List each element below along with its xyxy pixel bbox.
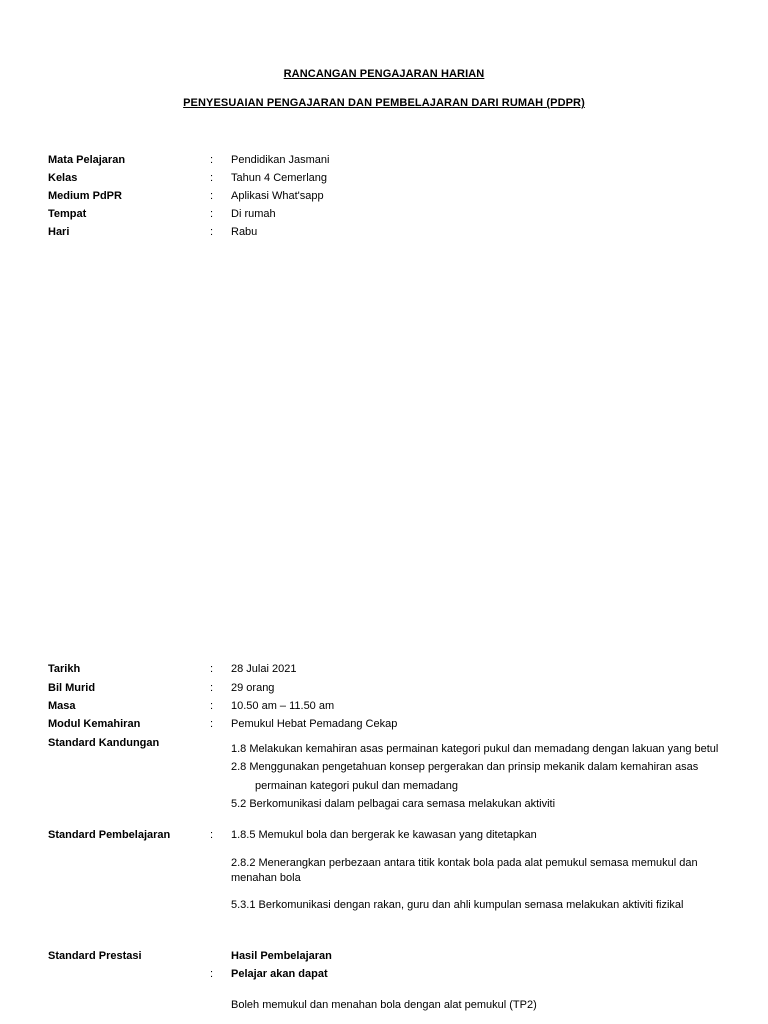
hasil-pembelajaran-heading: Hasil Pembelajaran — [231, 950, 332, 962]
pembelajaran-item: 1.8.5 Memukul bola dan bergerak ke kawasan yang ditetapkan — [231, 829, 537, 841]
kandungan-item: 2.8 Menggunakan pengetahuan konsep pergerakan dan prinsip mekanik dalam kemahiran asas — [231, 761, 699, 773]
label-mata-pelajaran: Mata Pelajaran — [48, 154, 126, 166]
value-masa: 10.50 am – 11.50 am — [231, 700, 335, 712]
separator: : — [210, 172, 214, 184]
kandungan-item: 5.2 Berkomunikasi dalam pelbagai cara semasa melakukan aktiviti — [231, 798, 556, 810]
kandungan-item: 1.8 Melakukan kemahiran asas permainan kategori pukul dan memadang dengan lakuan yang betul — [231, 743, 719, 755]
value-tempat: Di rumah — [231, 208, 276, 220]
separator: : — [210, 154, 214, 166]
separator: : — [210, 700, 214, 712]
label-kelas: Kelas — [48, 172, 78, 184]
value-bil-murid: 29 orang — [231, 682, 275, 694]
value-hari: Rabu — [231, 226, 258, 238]
label-standard-prestasi: Standard Prestasi — [48, 950, 142, 962]
separator: : — [210, 682, 214, 694]
value-medium-pdpr: Aplikasi What'sapp — [231, 190, 324, 202]
separator: : — [210, 968, 214, 980]
label-bil-murid: Bil Murid — [48, 682, 96, 694]
separator: : — [210, 190, 214, 202]
value-kelas: Tahun 4 Cemerlang — [231, 172, 328, 184]
label-tempat: Tempat — [48, 208, 87, 220]
pembelajaran-item: 2.8.2 Menerangkan perbezaan antara titik kontak bola pada alat pemukul semasa memukul dan — [231, 857, 698, 869]
separator: : — [210, 226, 214, 238]
page-title: RANCANGAN PENGAJARAN HARIAN — [283, 68, 485, 80]
value-mata-pelajaran: Pendidikan Jasmani — [231, 154, 330, 166]
pembelajaran-item: 5.3.1 Berkomunikasi dengan rakan, guru dan ahli kumpulan semasa melakukan aktiviti fizikal — [231, 899, 684, 911]
hasil-pembelajaran-subheading: Pelajar akan dapat — [231, 968, 328, 980]
page-subtitle: PENYESUAIAN PENGAJARAN DAN PEMBELAJARAN DARI RUMAH (PDPR) — [183, 97, 585, 109]
separator: : — [210, 208, 214, 220]
label-standard-pembelajaran: Standard Pembelajaran — [48, 829, 171, 841]
label-standard-kandungan: Standard Kandungan — [48, 737, 160, 749]
label-masa: Masa — [48, 700, 76, 712]
label-medium-pdpr: Medium PdPR — [48, 190, 122, 202]
separator: : — [210, 829, 214, 841]
separator: : — [210, 718, 214, 730]
label-modul-kemahiran: Modul Kemahiran — [48, 718, 141, 730]
separator: : — [210, 663, 214, 675]
hasil-pembelajaran-text: Boleh memukul dan menahan bola dengan alat pemukul (TP2) — [231, 999, 537, 1011]
pembelajaran-item-continuation: menahan bola — [231, 872, 301, 884]
kandungan-item-continuation: permainan kategori pukul dan memadang — [255, 780, 459, 792]
label-hari: Hari — [48, 226, 70, 238]
value-modul-kemahiran: Pemukul Hebat Pemadang Cekap — [231, 718, 398, 730]
label-tarikh: Tarikh — [48, 663, 81, 675]
value-tarikh: 28 Julai 2021 — [231, 663, 297, 675]
